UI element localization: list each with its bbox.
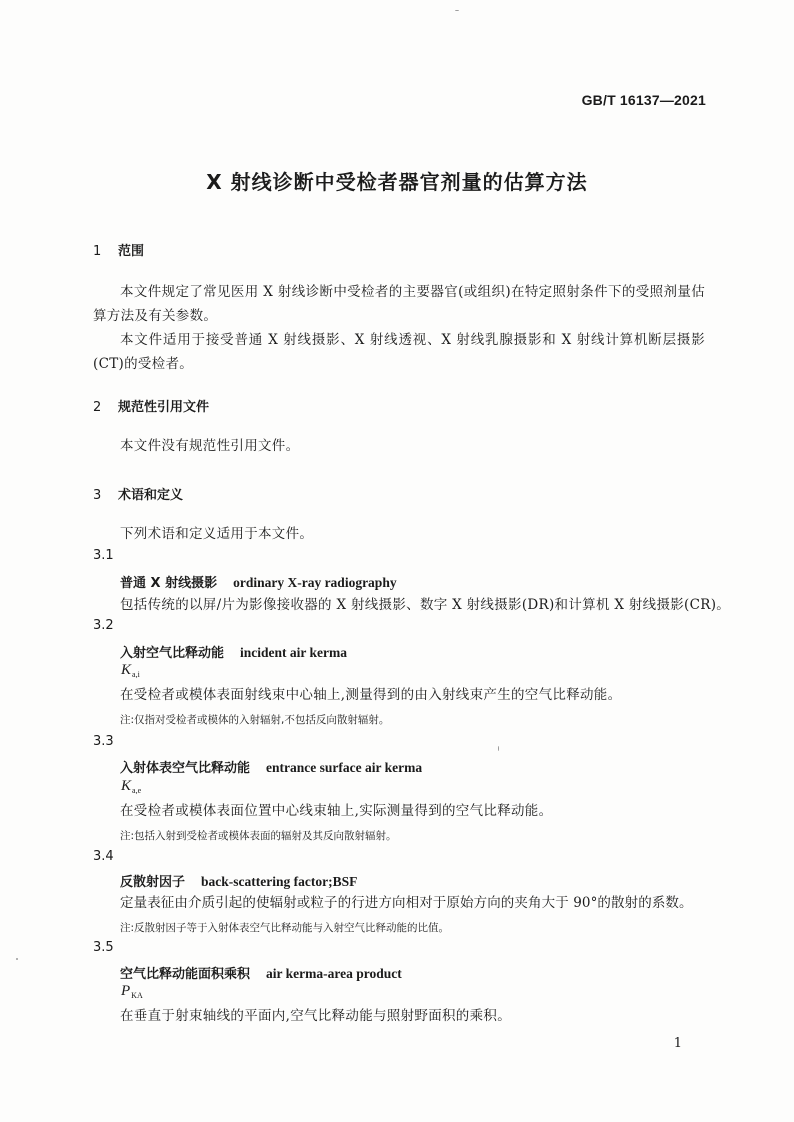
section-heading-scope [93, 240, 144, 259]
term-number: 3.1 [93, 548, 114, 563]
section-number: 2 [93, 400, 102, 415]
term-zh: 入射空气比释动能 [120, 646, 225, 661]
section-heading-terms-definitions [93, 484, 183, 503]
term-definition: 定量表征由介质引起的使辐射或粒子的行进方向相对于原始方向的夹角大于 90°的散射的系数。 [120, 895, 693, 911]
paragraph: 本文件适用于接受普通 X 射线摄影、X 射线透视、X 射线乳腺摄影和 X 射线计算机断层摄影(CT)的受检者。 [93, 332, 705, 372]
term-number: 3.2 [93, 618, 114, 633]
section-title: 规范性引用文件 [118, 400, 210, 415]
paragraph: 本文件规定了常见医用 X 射线诊断中受检者的主要器官(或组织)在特定照射条件下的受照剂量估算方法及有关参数。 [93, 284, 705, 324]
term-symbol: $K_{a,i}$ [121, 662, 140, 679]
term-zh: 入射体表空气比释动能 [120, 761, 251, 776]
scan-speck [16, 958, 18, 960]
term-number: 3.5 [93, 940, 114, 955]
term-number: 3.4 [93, 849, 114, 864]
term-title [120, 757, 422, 776]
term-en: ordinary X-ray radiography [233, 575, 397, 590]
term-en: back-scattering factor;BSF [201, 874, 358, 889]
page-number: 1 [673, 1036, 682, 1051]
term-zh: 反散射因子 [120, 875, 186, 890]
term-number: 3.3 [93, 734, 114, 749]
paragraph: 本文件没有规范性引用文件。 [120, 438, 300, 454]
term-en: entrance surface air kerma [266, 760, 423, 775]
section-title: 术语和定义 [118, 488, 184, 503]
term-title [120, 871, 357, 890]
term-note: 注:仅指对受检者或模体的入射辐射,不包括反向散射辐射。 [120, 714, 390, 726]
scan-speck [455, 10, 459, 11]
section-title: 范围 [118, 244, 145, 259]
paragraph: 下列术语和定义适用于本文件。 [120, 526, 314, 542]
term-en: incident air kerma [240, 645, 348, 660]
term-note: 注:包括入射到受检者或模体表面的辐射及其反向散射辐射。 [120, 830, 397, 842]
section-number: 1 [93, 244, 102, 259]
term-title [120, 963, 402, 982]
section-number: 3 [93, 488, 102, 503]
term-note: 注:反散射因子等于入射体表空气比释动能与入射空气比释动能的比值。 [120, 922, 450, 934]
section-heading-normative-references [93, 396, 209, 415]
document-title: X 射线诊断中受检者器官剂量的估算方法 [206, 170, 588, 194]
term-en: air kerma-area product [266, 966, 402, 981]
term-definition: 在受检者或模体表面位置中心线束轴上,实际测量得到的空气比释动能。 [120, 803, 553, 819]
term-symbol: $P_{KA}$ [121, 983, 143, 1000]
term-title [120, 642, 347, 661]
term-definition: 在垂直于射束轴线的平面内,空气比释动能与照射野面积的乘积。 [120, 1008, 511, 1024]
term-zh: 普通 X 射线摄影 [120, 576, 218, 591]
scan-speck [498, 746, 499, 751]
term-zh: 空气比释动能面积乘积 [120, 967, 251, 982]
standard-code: GB/T 16137—2021 [581, 92, 706, 108]
term-definition: 在受检者或模体表面射线束中心轴上,测量得到的由入射线束产生的空气比释动能。 [120, 687, 622, 703]
term-symbol: $K_{a,e}$ [121, 778, 142, 795]
term-title [120, 572, 397, 591]
term-definition: 包括传统的以屏/片为影像接收器的 X 射线摄影、数字 X 射线摄影(DR)和计算机 X 射线摄影(CR)。 [120, 597, 731, 613]
